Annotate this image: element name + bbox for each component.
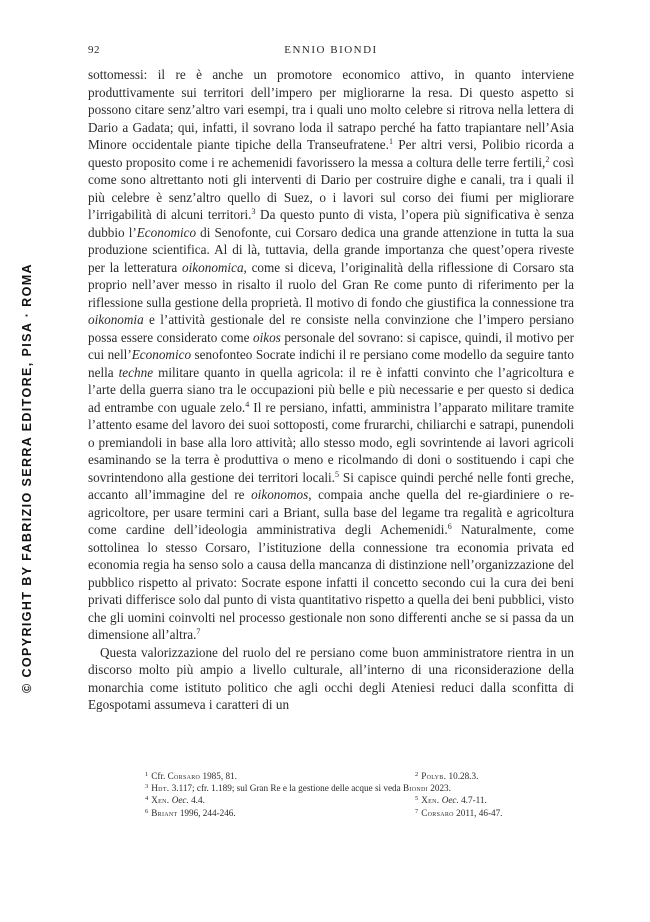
footnote-4: $^4$ Xen. Oec. 4.4. (145, 795, 205, 806)
footnote-ref-4[interactable]: 4 (245, 399, 250, 409)
footnote-6: $^6$ Briant 1996, 244-246. (145, 807, 236, 818)
footnote-row (145, 794, 574, 806)
footnote-ref-1[interactable]: 1 (388, 137, 393, 146)
footnote-row (145, 807, 574, 819)
footnote-ref-7[interactable]: 7 (196, 627, 201, 636)
footnotes (145, 770, 574, 819)
footnote-5: $^5$ Xen. Oec. 4.7-11. (415, 795, 487, 806)
footnote-ref-6[interactable]: 6 (447, 522, 452, 531)
footnote-1: $^1$ Cfr. Corsaro 1985, 81. (145, 771, 237, 781)
body-text (88, 66, 574, 714)
footnote-ref-2[interactable]: 2 (545, 154, 550, 164)
paragraph-1: sottomessi: il re è anche un promotore economico attivo, in quanto interviene produttivamente sui territori dell’impero per migliorarne la resa. Di questo aspetto si possono citare senz’altro vari esempi, tra i quali uno molto celebre si ritrova nella lettera di Dario a Gadata; qui, infatti, il sovrano loda il satrapo perché ha fatto trapiantare nell’Asia Minore occidentale piante tipiche della Transeufratene.$^1$ Per altri versi, Polibio ricorda a questo proposito come i re achemenidi favorissero la messa a coltura delle terre fertili,$^2$ così come sono altrettanto noti gli interventi di Dario per costruire dighe e canali, tra i quali il più celebre è senz’altro quello di Suez, o i lavori sul corso dei fiumi per migliorare l’irrigabilità di alcuni territori.$^3$ Da questo punto di vista, l’opera più significativa è senza dubbio l’Economico di Senofonte, cui Corsaro dedica una grande attenzione in tutta la sua produzione scientifica. Al di là, tuttavia, della grande importanza che quest’opera riveste per la letteratura oikonomica, come si diceva, l’originalità della riflessione di Corsaro sta proprio nell’aver messo in risalto il ruolo del Gran Re come punto di riferimento per la riflessione sulla gestione della proprietà. Il motivo di fondo che giustifica la connessione tra oikonomia e l’attività gestionale del re consiste nella convinzione che l’impero persiano possa essere considerato come oikos personale del sovrano: si capisce, quindi, il motivo per cui nell’Economico senofonteo Socrate indichi il re persiano come modello da seguire tanto nella techne militare quanto in quella agricola: il re è infatti convinto che l’agricoltura e l’arte della guerra siano tra le occupazioni più belle e più necessarie e per questo si dedica ad entrambe con uguale zelo.$^4$ Il re persiano, infatti, amministra l’apparato militare tramite l’attento esame del lavoro dei suoi sottoposti, come frurarchi, chiliarchi e satrapi, punendoli o premiandoli in base alla loro attività; allo stesso modo, egli sovrintende ai lavori agricoli esaminando se la terra è produttiva o meno e ricolmando di doni o sostituendo i capi che sovrintendono alla gestione dei territori locali.$^5$ Si capisce quindi perché nelle fonti greche, accanto all’immagine del re oikonomos, compaia anche quella del re-giardiniere o re-agricoltore, per usare termini cari a Briant, sulla base del legame tra regalità e agricoltura come cardine dell’ideologia amministrativa degli Achemenidi.$^6$ Naturalmente, come sottolinea lo stesso Corsaro, l’istituzione della connessione tra economia privata ed economia regia ha senso solo a causa della mancanza di distinzione nell’organizzazione del pubblico rispetto al privato: Socrate espone infatti il concetto secondo cui la cura dei beni privati differisce solo dal punto di vista quantitativo rispetto a quella dei beni pubblici, visto che gli uomini coinvolti nel processo gestionale non sono differenti anche se si passa da un dimensione all’altra.$^7$ (88, 67, 575, 642)
footnote-7: $^7$ Corsaro 2011, 46-47. (415, 807, 503, 818)
footnote-2: $^2$ Polyb. 10.28.3. (415, 771, 479, 781)
footnote-ref-5[interactable]: 5 (334, 469, 339, 479)
paragraph-2: Questa valorizzazione del ruolo del re persiano come buon amministratore rientra in un discorso molto più ampio a livello culturale, all’interno di una riconsiderazione della monarchia come istituto politico che agli occhi degli Ateniesi reduci dalla sconfitta di Egospotami assumeva i caratteri di un (88, 644, 574, 712)
footnote-3: $^3$ Hdt. 3.117; cfr. 1.189; sul Gran Re e la gestione delle acque si veda Biondi 2023. (145, 783, 451, 794)
running-head-author: ENNIO BIONDI (284, 44, 378, 56)
footnote-row (145, 782, 574, 794)
footnote-row (145, 770, 574, 782)
running-header (88, 44, 574, 60)
footnote-ref-3[interactable]: 3 (251, 207, 256, 216)
page-number: 92 (88, 44, 100, 56)
copyright-notice: © COPYRIGHT BY FABRIZIO SERRA EDITORE, PISA · ROMA (20, 263, 34, 693)
